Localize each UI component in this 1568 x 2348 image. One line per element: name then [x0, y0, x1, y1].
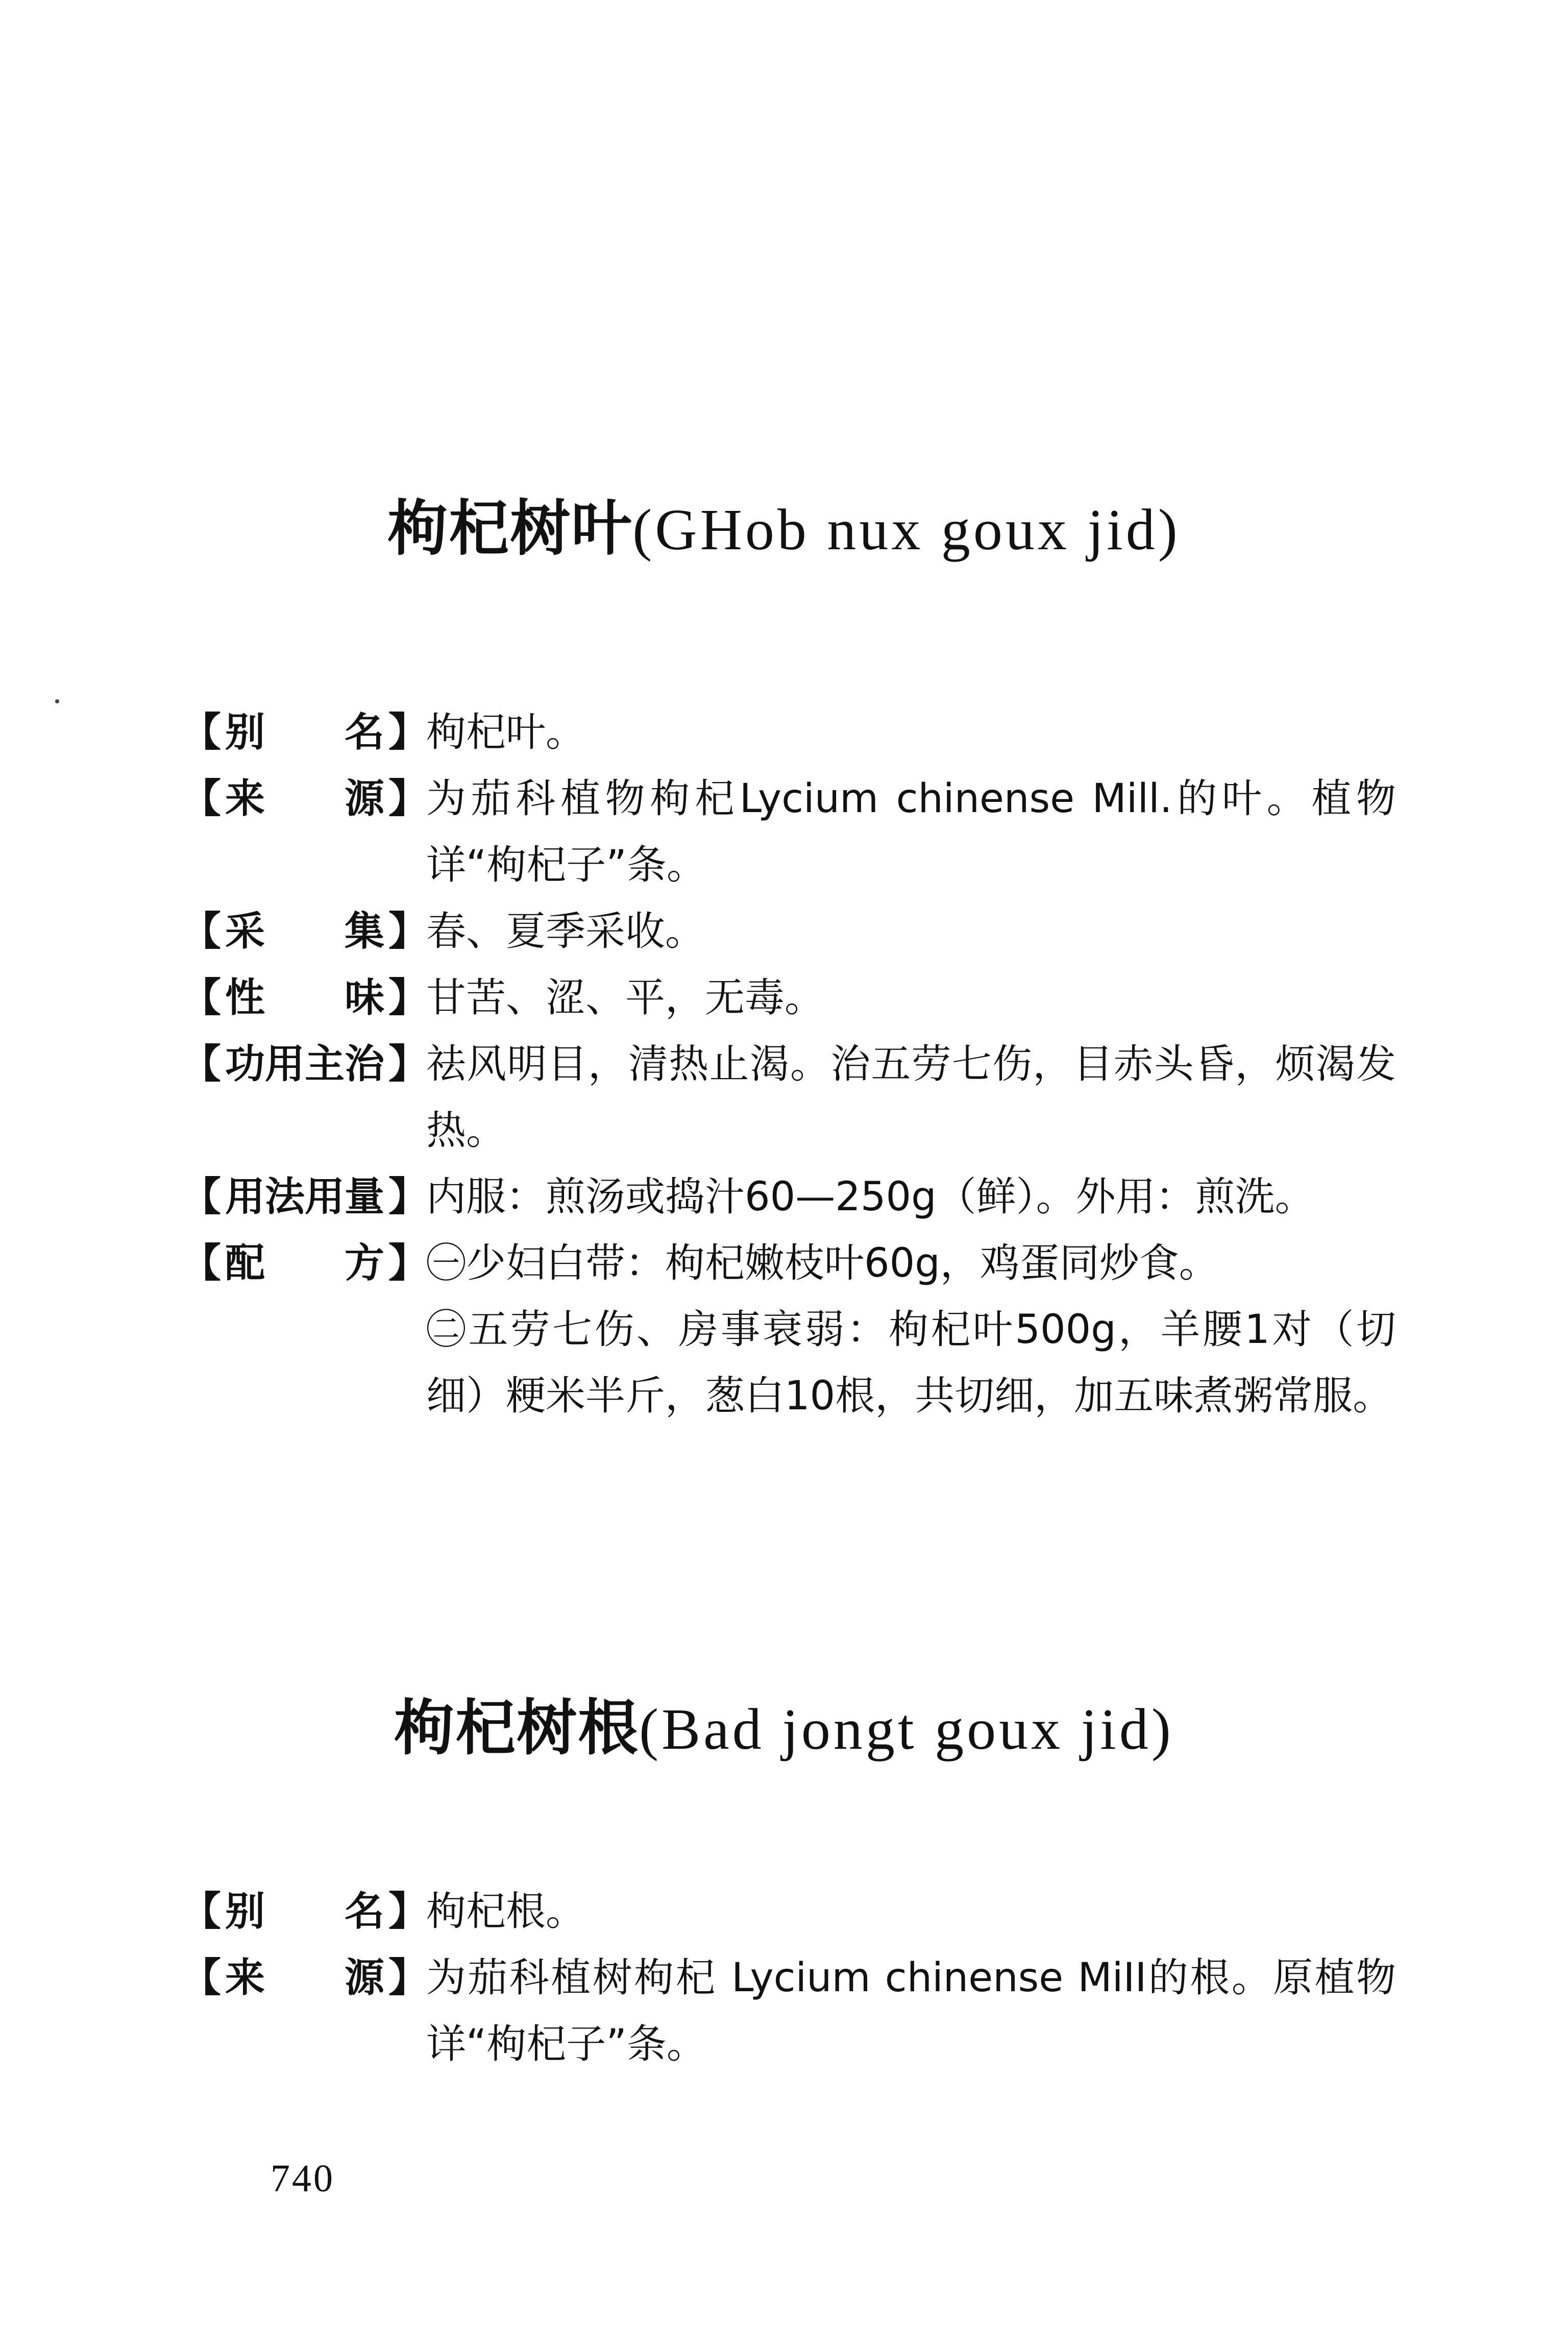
- field-label-text: 配 方: [225, 1240, 385, 1286]
- entry-title-latin: (GHob nux goux jid): [632, 497, 1181, 562]
- field-body: [426, 965, 1396, 1031]
- field-label-text: 来 源: [225, 776, 385, 822]
- entry-title-latin: (Bad jongt goux jid): [639, 1697, 1174, 1762]
- field-label: 【 来 源 】: [181, 766, 426, 832]
- field-text: 内服：煎汤或捣汁60—250g（鲜）。外用：煎洗。: [426, 1174, 1315, 1220]
- field-dosage: [181, 1164, 1396, 1230]
- field-source: [181, 1945, 1396, 2077]
- field-label: 【 采 集 】: [181, 898, 426, 965]
- field-body: [426, 1878, 1396, 1945]
- field-label-text: 别 名: [225, 1889, 385, 1935]
- field-indications: [181, 1031, 1396, 1164]
- field-body: [426, 1031, 1396, 1164]
- field-label: 【 配 方 】: [181, 1230, 426, 1297]
- field-label-text: 功用主治: [225, 1041, 385, 1087]
- field-text: 为茄科植树枸杞 Lycium chinense MiII的根。原植物详“枸杞子”条。: [426, 1955, 1396, 2067]
- field-text: 枸杞根。: [426, 1889, 586, 1935]
- entry-title: [0, 1692, 1568, 1765]
- field-body: [426, 1164, 1396, 1230]
- entry-title-chinese: 枸杞树根: [394, 1693, 640, 1763]
- field-label: 【 别 名 】: [181, 699, 426, 766]
- field-source: [181, 766, 1396, 898]
- field-alias: [181, 1878, 1396, 1945]
- field-text: 枸杞叶。: [426, 710, 586, 755]
- page-number: 740: [271, 2157, 335, 2200]
- prescription-item: ㊁五劳七伤、房事衰弱：枸杞叶500g，羊腰1对（切细）粳米半斤，葱白10根，共切细，加五味煮粥常服。: [426, 1307, 1396, 1419]
- field-label: 【 性 味 】: [181, 965, 426, 1031]
- prescription-item: ㊀少妇白带：枸杞嫩枝叶60g，鸡蛋同炒食。: [426, 1240, 1219, 1286]
- field-label: 【 功用主治 】: [181, 1031, 426, 1097]
- field-body: [426, 1945, 1396, 2077]
- field-properties: [181, 965, 1396, 1031]
- scan-speck: [55, 699, 59, 703]
- field-text: 春、夏季采收。: [426, 909, 705, 955]
- field-body: [426, 766, 1396, 898]
- field-label-text: 用法用量: [225, 1174, 385, 1220]
- field-text: 为茄科植物枸杞Lycium chinense Mill.的叶。植物详“枸杞子”条。: [426, 776, 1396, 888]
- field-label-text: 别 名: [225, 710, 385, 755]
- field-body: [426, 699, 1396, 766]
- field-label-text: 性 味: [225, 975, 385, 1021]
- field-body: [426, 1230, 1396, 1429]
- field-label: 【 来 源 】: [181, 1945, 426, 2011]
- field-collection: [181, 898, 1396, 965]
- entry-title: [0, 493, 1568, 565]
- field-label: 【 用法用量 】: [181, 1164, 426, 1230]
- field-label: 【 别 名 】: [181, 1878, 426, 1945]
- field-prescription: [181, 1230, 1396, 1429]
- entry-title-chinese: 枸杞树叶: [387, 493, 633, 564]
- field-body: [426, 898, 1396, 965]
- field-text: 甘苦、涩、平，无毒。: [426, 975, 825, 1021]
- field-label-text: 采 集: [225, 909, 385, 955]
- field-text: 祛风明目，清热止渴。治五劳七伤，目赤头昏，烦渴发热。: [426, 1041, 1396, 1154]
- field-label-text: 来 源: [225, 1955, 385, 2001]
- field-alias: [181, 699, 1396, 766]
